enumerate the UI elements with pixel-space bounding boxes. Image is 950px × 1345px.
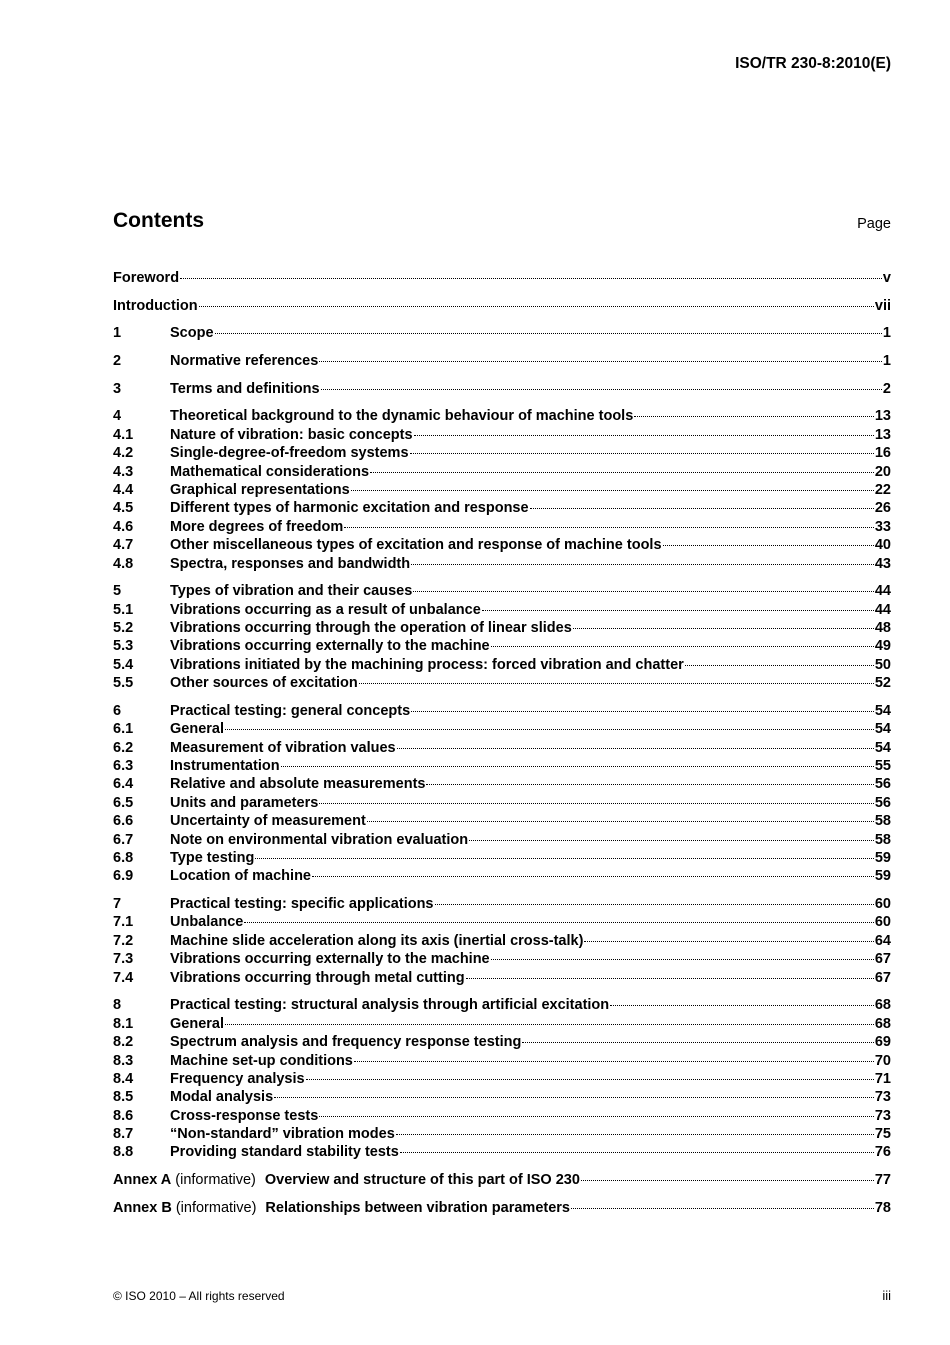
toc-entry-title: Nature of vibration: basic concepts	[170, 426, 413, 443]
toc-entry-title: Instrumentation	[170, 758, 280, 775]
toc-entry-number: 6.8	[113, 850, 134, 867]
dot-leader	[319, 1116, 874, 1117]
dot-leader	[359, 683, 874, 684]
toc-entry-title: Vibrations occurring externally to the machine	[170, 951, 490, 968]
toc-entry-page: 69	[874, 1034, 891, 1051]
toc-entry-title: “Non-standard” vibration modes	[170, 1126, 395, 1143]
toc-entry-6-4[interactable]	[113, 775, 891, 793]
toc-entry-page: 68	[874, 1015, 891, 1032]
toc-entry-4-3[interactable]	[113, 463, 891, 481]
dot-leader	[312, 876, 874, 877]
toc-entry-8-8[interactable]	[113, 1143, 891, 1161]
toc-entry-title: Introduction	[113, 297, 198, 314]
toc-entry-number: 5.1	[113, 601, 134, 618]
toc-entry-title: Graphical representations	[170, 482, 350, 498]
toc-entry-8-7[interactable]	[113, 1125, 891, 1143]
dot-leader	[199, 306, 874, 307]
toc-entry-title: Mathematical considerations	[170, 463, 370, 480]
dot-leader	[397, 748, 874, 749]
toc-entry-4-2[interactable]	[113, 444, 891, 462]
toc-group-clause-2	[113, 352, 891, 370]
toc-entry-6-7[interactable]	[113, 831, 891, 849]
dot-leader	[281, 766, 874, 767]
dot-leader	[344, 527, 874, 528]
dot-leader	[321, 389, 882, 390]
toc-entry-number: 4.5	[113, 500, 134, 517]
toc-entry-number: 8.2	[113, 1034, 134, 1051]
toc-entry-number: 1	[113, 325, 122, 342]
toc-entry-page: 50	[874, 656, 891, 673]
toc-group-clause-6	[113, 702, 891, 886]
toc-entry-page: 13	[874, 426, 891, 443]
dot-leader	[255, 858, 874, 859]
document-id: ISO/TR 230-8:2010(E)	[735, 55, 891, 72]
toc-entry-number: 5	[113, 583, 122, 600]
toc-entry-7[interactable]	[113, 895, 891, 913]
toc-entry-7-2[interactable]	[113, 932, 891, 950]
dot-leader	[482, 610, 874, 611]
toc-entry-number: 6.6	[113, 813, 134, 830]
toc-entry-page: 54	[874, 721, 891, 738]
toc-entry-page: 2	[882, 380, 891, 397]
toc-entry-5-3[interactable]	[113, 637, 891, 655]
toc-entry-page: 67	[874, 951, 891, 968]
toc-entry-title: Types of vibration and their causes	[170, 583, 413, 600]
toc-entry-page: 49	[874, 638, 891, 655]
toc-entry-page: 71	[874, 1070, 891, 1087]
toc-entry-6-2[interactable]	[113, 739, 891, 757]
dot-leader	[466, 978, 874, 979]
dot-leader	[367, 821, 874, 822]
dot-leader	[319, 803, 874, 804]
toc-entry-page: 76	[874, 1144, 891, 1161]
toc-entry-title: Vibrations occurring as a result of unbalance	[170, 601, 481, 618]
toc-entry-title: Practical testing: specific applications	[170, 896, 434, 913]
toc-entry-title: Unbalance	[170, 914, 244, 931]
toc-entry-number: 8.4	[113, 1070, 134, 1087]
toc-entry-title: Overview and structure of this part of ISO 230	[264, 1172, 580, 1189]
toc-entry-5-5[interactable]	[113, 674, 891, 692]
toc-group-foreword	[113, 269, 891, 287]
dot-leader	[306, 1079, 874, 1080]
toc-entry-number: 6	[113, 702, 122, 719]
toc-entry-page: 48	[874, 620, 891, 637]
dot-leader	[435, 904, 874, 905]
toc-entry-8-3[interactable]	[113, 1052, 891, 1070]
toc-entry-6-8[interactable]	[113, 849, 891, 867]
toc-entry-4-1[interactable]	[113, 426, 891, 444]
toc-entry-6-5[interactable]	[113, 794, 891, 812]
toc-entry-page: 16	[874, 445, 891, 462]
toc-group-annex-b	[113, 1199, 891, 1217]
toc-group-clause-4	[113, 407, 891, 573]
dot-leader	[410, 453, 874, 454]
toc-entry-number: 4.3	[113, 463, 134, 480]
toc-entry-number: 5.3	[113, 638, 134, 655]
toc-entry-5[interactable]	[113, 582, 891, 600]
dot-leader	[584, 941, 873, 942]
toc-entry-number: 4.6	[113, 518, 134, 535]
toc-entry-number: 6.5	[113, 794, 134, 811]
toc-entry-number: 4	[113, 408, 122, 425]
dot-leader	[411, 711, 874, 712]
toc-entry-page: 75	[874, 1126, 891, 1143]
annex-id: Annex A	[113, 1172, 172, 1189]
toc-entry-page: 43	[874, 555, 891, 572]
toc-entry-page: 1	[882, 353, 891, 370]
dot-leader	[685, 665, 874, 666]
toc-entry-page: 58	[874, 813, 891, 830]
toc-entry-number: 4.8	[113, 555, 134, 572]
toc-entry-page: 64	[874, 932, 891, 949]
page-number: iii	[882, 1288, 891, 1303]
toc-entry-page: 68	[874, 997, 891, 1014]
toc-entry-page: 33	[874, 518, 891, 535]
toc-entry-number: 6.2	[113, 739, 134, 756]
toc-entry-annex-b[interactable]	[113, 1199, 891, 1217]
dot-leader	[225, 729, 874, 730]
toc-entry-page: 77	[874, 1172, 891, 1189]
toc-entry-annex-a[interactable]	[113, 1171, 891, 1189]
toc-entry-page: vii	[874, 297, 891, 314]
dot-leader	[413, 591, 874, 592]
toc-entry-page: 55	[874, 758, 891, 775]
dot-leader	[491, 959, 874, 960]
dot-leader	[530, 508, 874, 509]
toc-entry-page: 59	[874, 868, 891, 885]
dot-leader	[634, 416, 874, 417]
toc-entry-number: 4.7	[113, 537, 134, 554]
toc-entry-title: Single-degree-of-freedom systems	[170, 445, 409, 462]
dot-leader	[663, 545, 874, 546]
toc-entry-6-1[interactable]	[113, 720, 891, 738]
toc-entry-6-9[interactable]	[113, 867, 891, 885]
dot-leader	[573, 628, 874, 629]
toc-entry-foreword[interactable]	[113, 269, 891, 287]
toc-entry-title: Vibrations occurring through the operation of linear slides	[170, 620, 572, 637]
toc-entry-title: Terms and definitions	[170, 380, 320, 397]
toc-entry-number: 8.5	[113, 1089, 134, 1106]
toc-entry-page: 13	[874, 408, 891, 425]
dot-leader	[274, 1097, 874, 1098]
toc-entry-title: Vibrations occurring externally to the machine	[170, 638, 490, 655]
toc-entry-number: 4.1	[113, 426, 134, 443]
toc-entry-5-4[interactable]	[113, 656, 891, 674]
toc-entry-number: 5.2	[113, 620, 134, 637]
toc-entry-1[interactable]	[113, 324, 891, 342]
toc-entry-4-7[interactable]	[113, 536, 891, 554]
toc-entry-page: 56	[874, 776, 891, 793]
toc-entry-number: 6.3	[113, 758, 134, 775]
toc-entry-page: 58	[874, 831, 891, 848]
toc-entry-page: 54	[874, 702, 891, 719]
toc-entry-number: 8.6	[113, 1107, 134, 1124]
toc-entry-8-5[interactable]	[113, 1088, 891, 1106]
toc-entry-title: General	[170, 1015, 224, 1032]
toc-entry-title: Machine set-up conditions	[170, 1052, 353, 1069]
toc-entry-title: Scope	[170, 325, 214, 342]
toc-entry-4[interactable]	[113, 407, 891, 425]
toc-entry-number: 7	[113, 896, 122, 913]
toc-entry-8-2[interactable]	[113, 1033, 891, 1051]
toc-entry-page: v	[882, 270, 891, 286]
toc-entry-title: Spectra, responses and bandwidth	[170, 555, 411, 572]
toc-entry-page: 22	[874, 482, 891, 498]
toc-entry-2[interactable]	[113, 352, 891, 370]
dot-leader	[411, 564, 874, 565]
toc-entry-title: Uncertainty of measurement	[170, 813, 366, 830]
toc-entry-7-3[interactable]	[113, 950, 891, 968]
toc-entry-page: 56	[874, 794, 891, 811]
toc-entry-title: Relationships between vibration parameters	[265, 1199, 570, 1216]
dot-leader	[370, 472, 874, 473]
toc-entry-title: Providing standard stability tests	[170, 1144, 399, 1161]
dot-leader	[491, 646, 874, 647]
toc-entry-number: 8	[113, 997, 122, 1014]
toc-entry-page: 44	[874, 601, 891, 618]
toc-entry-introduction[interactable]	[113, 297, 891, 315]
toc-entry-number: 6.9	[113, 868, 134, 885]
toc-entry-page: 67	[874, 969, 891, 986]
toc-entry-3[interactable]	[113, 380, 891, 398]
toc-entry-5-2[interactable]	[113, 619, 891, 637]
toc-entry-title: Vibrations occurring through metal cutting	[170, 969, 465, 986]
toc-entry-title: Modal analysis	[170, 1089, 274, 1106]
dot-leader	[225, 1024, 874, 1025]
toc-entry-page: 70	[874, 1052, 891, 1069]
toc-entry-title: Foreword	[113, 270, 180, 286]
toc-entry-8-6[interactable]	[113, 1107, 891, 1125]
toc-entry-title: Other sources of excitation	[170, 675, 358, 692]
toc-entry-page: 26	[874, 500, 891, 517]
toc-entry-6[interactable]	[113, 702, 891, 720]
toc-group-clause-8	[113, 996, 891, 1162]
dot-leader	[522, 1042, 874, 1043]
toc-entry-title: Theoretical background to the dynamic behaviour of machine tools	[170, 408, 634, 425]
toc-entry-number: 6.4	[113, 776, 134, 793]
toc-entry-title: Units and parameters	[170, 794, 319, 811]
toc-entry-title: Practical testing: general concepts	[170, 702, 411, 719]
toc-entry-8[interactable]	[113, 996, 891, 1014]
toc-entry-title: Measurement of vibration values	[170, 739, 396, 756]
toc-entry-number: 7.4	[113, 969, 134, 986]
toc-group-clause-7	[113, 895, 891, 987]
toc-entry-title: Practical testing: structural analysis through artificial excitation	[170, 997, 610, 1014]
toc-entry-title: Vibrations initiated by the machining process: forced vibration and chatter	[170, 656, 684, 673]
toc-entry-number: 7.3	[113, 951, 134, 968]
toc-entry-page: 60	[874, 914, 891, 931]
page-column-label: Page	[857, 216, 891, 232]
toc-entry-number: 2	[113, 353, 122, 370]
toc-entry-7-1[interactable]	[113, 913, 891, 931]
dot-leader	[610, 1005, 874, 1006]
toc-entry-number: 3	[113, 380, 122, 397]
toc-entry-8-4[interactable]	[113, 1070, 891, 1088]
dot-leader	[426, 784, 873, 785]
toc-entry-4-4[interactable]	[113, 481, 891, 499]
toc-entry-title: More degrees of freedom	[170, 518, 344, 535]
toc-entry-title: Normative references	[170, 353, 319, 370]
toc-entry-number: 8.1	[113, 1015, 134, 1032]
toc-group-clause-3	[113, 380, 891, 398]
dot-leader	[469, 840, 874, 841]
dot-leader	[414, 435, 874, 436]
dot-leader	[581, 1180, 874, 1181]
toc-entry-4-5[interactable]	[113, 499, 891, 517]
toc-entry-title: Other miscellaneous types of excitation and response of machine tools	[170, 537, 662, 554]
toc-entry-page: 60	[874, 896, 891, 913]
toc-entry-title: Machine slide acceleration along its axis (inertial cross-talk)	[170, 932, 584, 949]
toc-entry-number: 7.2	[113, 932, 134, 949]
toc-entry-number: 5.5	[113, 675, 134, 692]
table-of-contents	[113, 269, 891, 1227]
toc-entry-number: 4.4	[113, 482, 134, 498]
toc-entry-page: 40	[874, 537, 891, 554]
toc-entry-title: Relative and absolute measurements	[170, 776, 426, 793]
toc-entry-number: 4.2	[113, 445, 134, 462]
toc-entry-title: Note on environmental vibration evaluation	[170, 831, 469, 848]
toc-entry-title: General	[170, 721, 224, 738]
dot-leader	[396, 1134, 874, 1135]
toc-entry-title: Location of machine	[170, 868, 311, 885]
toc-entry-number: 6.7	[113, 831, 134, 848]
dot-leader	[319, 361, 882, 362]
toc-entry-page: 54	[874, 739, 891, 756]
toc-entry-page: 59	[874, 850, 891, 867]
toc-entry-title: Spectrum analysis and frequency response testing	[170, 1034, 522, 1051]
dot-leader	[400, 1152, 874, 1153]
toc-entry-title: Cross-response tests	[170, 1107, 319, 1124]
toc-entry-5-1[interactable]	[113, 601, 891, 619]
toc-entry-page: 78	[874, 1199, 891, 1216]
dot-leader	[571, 1208, 874, 1209]
copyright-notice: © ISO 2010 – All rights reserved	[113, 1289, 285, 1303]
dot-leader	[351, 490, 874, 491]
toc-group-clause-1	[113, 324, 891, 342]
toc-entry-number: 8.3	[113, 1052, 134, 1069]
toc-entry-number: 8.8	[113, 1144, 134, 1161]
toc-entry-page: 52	[874, 675, 891, 692]
dot-leader	[354, 1061, 874, 1062]
toc-entry-number: 7.1	[113, 914, 134, 931]
toc-entry-title: Frequency analysis	[170, 1070, 305, 1087]
toc-entry-6-3[interactable]	[113, 757, 891, 775]
toc-entry-4-8[interactable]	[113, 555, 891, 573]
toc-entry-number: 8.7	[113, 1126, 134, 1143]
toc-entry-page: 44	[874, 583, 891, 600]
dot-leader	[244, 922, 874, 923]
toc-entry-7-4[interactable]	[113, 969, 891, 987]
dot-leader	[215, 333, 882, 334]
toc-group-introduction	[113, 297, 891, 315]
toc-entry-title: Type testing	[170, 850, 255, 867]
toc-entry-page: 20	[874, 463, 891, 480]
toc-entry-title: Different types of harmonic excitation and response	[170, 500, 529, 517]
toc-group-annex-a	[113, 1171, 891, 1189]
annex-informative-note: (informative)	[175, 1199, 257, 1216]
toc-entry-number: 6.1	[113, 721, 134, 738]
toc-entry-6-6[interactable]	[113, 812, 891, 830]
toc-entry-number: 5.4	[113, 656, 134, 673]
toc-entry-page: 73	[874, 1089, 891, 1106]
toc-entry-4-6[interactable]	[113, 518, 891, 536]
toc-entry-8-1[interactable]	[113, 1015, 891, 1033]
contents-heading: Contents	[113, 209, 204, 232]
toc-entry-page: 1	[882, 325, 891, 342]
annex-id: Annex B	[113, 1199, 172, 1216]
dot-leader	[180, 278, 882, 279]
toc-entry-page: 73	[874, 1107, 891, 1124]
annex-informative-note: (informative)	[175, 1172, 256, 1189]
toc-group-clause-5	[113, 582, 891, 692]
